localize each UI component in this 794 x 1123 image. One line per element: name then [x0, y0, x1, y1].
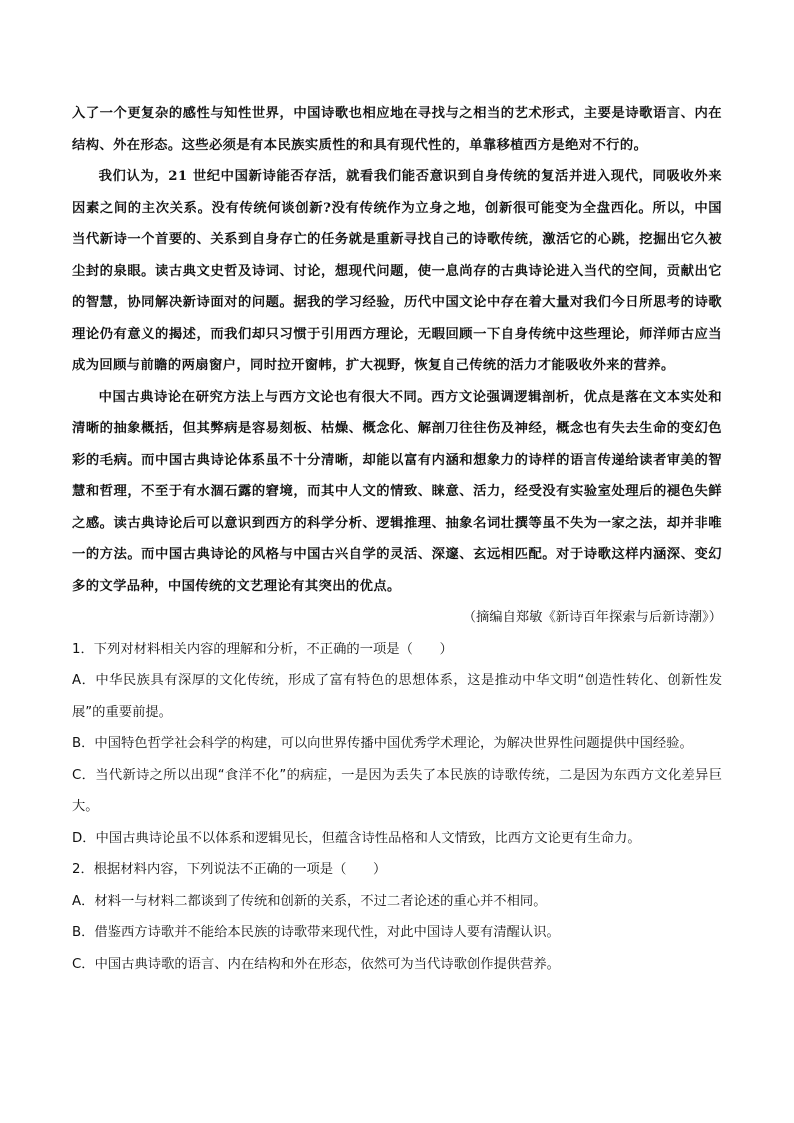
question-1-option-d: D．中国古典诗论虽不以体系和逻辑见长，但蕴含诗性品格和人文情致，比西方文论更有生命力。: [72, 830, 641, 846]
question-2-option-a: A．材料一与材料二都谈到了传统和创新的关系，不过二者论述的重心并不相同。: [72, 893, 547, 909]
passage-paragraph-1: 入了一个更复杂的感性与知性世界，中国诗歌也相应地在寻找与之相当的艺术形式，主要是诗歌语言、内在结构、外在形态。这些必须是有本民族实质性的和具有现代性的，单靠移植西方是绝对不行的。: [72, 106, 722, 153]
question-2-option-b: B．借鉴西方诗歌并不能给本民族的诗歌带来现代性，对此中国诗人要有清醒认识。: [72, 925, 560, 940]
question-1-option-c: C．当代新诗之所以出现“食洋不化”的病症，一是因为丢失了本民族的诗歌传统，二是因为东西方文化差异巨大。: [72, 767, 722, 814]
question-1-option-a: A．中华民族具有深厚的文化传统，形成了富有特色的思想体系，这是推动中华文明“创造性转化、创新性发展”的重要前提。: [72, 673, 722, 720]
question-2: [72, 854, 722, 980]
question-1: [72, 634, 722, 855]
passage-source: （摘编自郑敏《新诗百年探索与后新诗潮》）: [462, 610, 722, 625]
question-1-option-b: B．中国特色哲学社会科学的构建，可以向世界传播中国优秀学术理论，为解决世界性问题提供中国经验。: [72, 736, 693, 751]
passage-paragraph-2: 我们认为，21 世纪中国新诗能否存活，就看我们能否意识到自身传统的复活并进入现代，同吸收外来因素之间的主次关系。没有传统何谈创新?没有传统作为立身之地，创新很可能变为全盘西化。所以，中国当代新诗一个首要的、关系到自身存亡的任务就是重新寻找自己的诗歌传统，激活它的心跳，挖掘出它久被尘封的泉眼。读古典文史哲及诗词、讨论，想现代问题，使一息尚存的古典诗论进入当代的空间，贡献出它的智慧，协同解决新诗面对的问题。据我的学习经验，历代中国文论中存在着大量对我们今日所思考的诗歌理论仍有意义的揭述，而我们却只习惯于引用西方理论，无暇回顾一下自身传统中这些理论，师洋师古应当成为回顾与前瞻的两扇窗户，同时拉开窗帏，扩大视野，恢复自己传统的活力才能吸收外来的营养。: [72, 169, 722, 373]
question-2-option-c: C．中国古典诗歌的语言、内在结构和外在形态，依然可为当代诗歌创作提供营养。: [72, 956, 560, 972]
question-1-stem: 1．下列对材料相关内容的理解和分析，不正确的一项是（ ）: [72, 641, 453, 657]
passage-paragraph-3: 中国古典诗论在研究方法上与西方文论也有很大不同。西方文论强调逻辑剖析，优点是落在文本实处和清晰的抽象概括，但其弊病是容易刻板、枯燥、概念化、解剖刀往往伤及神经，概念也有失去生命的变幻色彩的毛病。而中国古典诗论体系虽不十分清晰，却能以富有内涵和想象力的诗样的语言传递给读者审美的智慧和哲理，不至于有水涸石露的窘境，而其中人文的情致、睐意、活力，经受没有实验室处理后的褪色失鲜之感。读古典诗论后可以意识到西方的科学分析、逻辑推理、抽象名词壮撰等虽不失为一家之法，却并非唯一的方法。而中国古典诗论的风格与中国古兴自学的灵活、深邃、玄远相匹配。对于诗歌这样内涵深、变幻多的文学品种，中国传统的文艺理论有其突出的优点。: [72, 389, 722, 594]
question-2-stem: 2．根据材料内容，下列说法不正确的一项是（ ）: [72, 862, 387, 877]
